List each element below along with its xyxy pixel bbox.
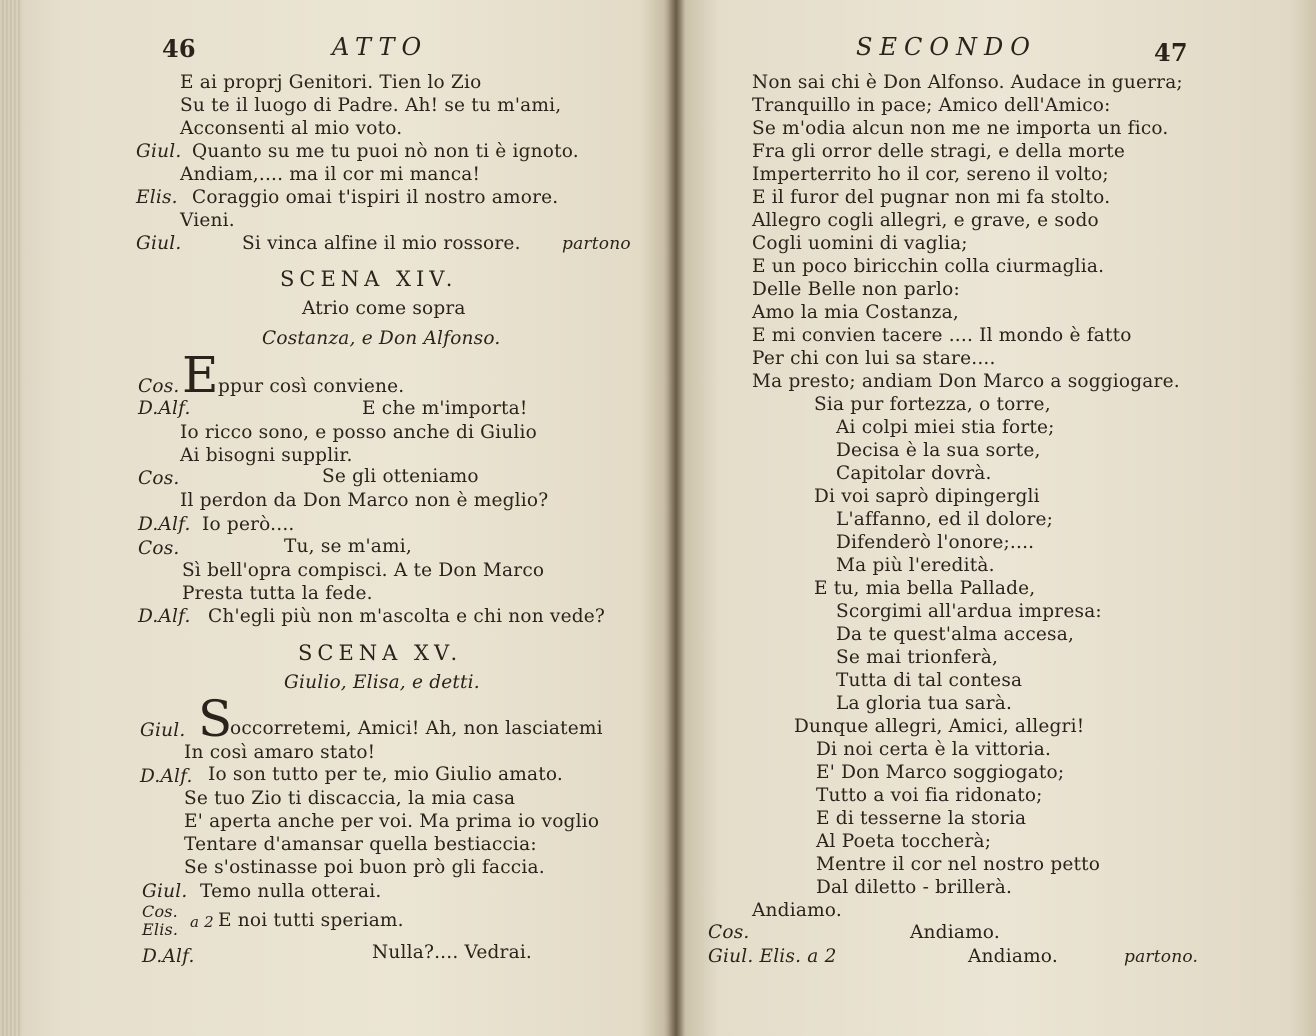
text-line: E' aperta anche per voi. Ma prima io voglio — [184, 811, 600, 832]
drop-cap: S — [198, 690, 233, 748]
text-line: Al Poeta toccherà; — [816, 831, 992, 852]
text-line: Per chi con lui sa stare.... — [752, 348, 996, 369]
text-line: Io ricco sono, e posso anche di Giulio — [180, 422, 537, 443]
text-line: Decisa è la sua sorte, — [836, 440, 1041, 461]
speaker-label: D.Alf. — [138, 606, 191, 627]
text-line: Andiamo. — [752, 900, 842, 921]
speaker-label: Cos. — [138, 538, 180, 559]
text-line: Nulla?.... Vedrai. — [372, 942, 533, 963]
text-line: E che m'importa! — [362, 398, 528, 419]
text-line: Si vinca alfine il mio rossore. — [242, 233, 521, 254]
scene-characters: Giulio, Elisa, e detti. — [284, 672, 480, 693]
text-line: E noi tutti speriam. — [218, 910, 404, 931]
speaker-label: Giul. — [136, 141, 182, 162]
text-line: Delle Belle non parlo: — [752, 279, 960, 300]
speaker-label: D.Alf. — [140, 766, 193, 787]
text-line: E tu, mia bella Pallade, — [814, 578, 1036, 599]
page-edges — [0, 0, 22, 1036]
text-line: Se gli otteniamo — [322, 466, 479, 487]
text-line: Sia pur fortezza, o torre, — [814, 394, 1051, 415]
text-line: ppur così conviene. — [218, 376, 405, 397]
text-line: Tentare d'amansar quella bestiaccia: — [184, 834, 537, 855]
speaker-label: Giul. Elis. a 2 — [708, 946, 837, 967]
text-line: Il perdon da Don Marco non è meglio? — [180, 490, 549, 511]
text-line: E mi convien tacere .... Il mondo è fatto — [752, 325, 1132, 346]
scene-heading: SCENA XIV. — [280, 267, 458, 291]
text-line: Ma più l'eredità. — [836, 555, 995, 576]
text-line: Se m'odia alcun non me ne importa un fico. — [752, 118, 1169, 139]
text-line: Da te quest'alma accesa, — [836, 624, 1075, 645]
book-gutter — [664, 0, 686, 1036]
text-line: Capitolar dovrà. — [836, 463, 992, 484]
text-line: Acconsenti al mio voto. — [180, 118, 403, 139]
text-line: Di noi certa è la vittoria. — [816, 739, 1052, 760]
scene-heading: SCENA XV. — [298, 641, 463, 665]
text-line: Scorgimi all'ardua impresa: — [836, 601, 1102, 622]
text-line: Dunque allegri, Amici, allegri! — [794, 716, 1085, 737]
text-line: Vieni. — [180, 210, 235, 231]
text-line: E un poco biricchin colla ciurmaglia. — [752, 256, 1105, 277]
speaker-label: D.Alf. — [142, 946, 195, 967]
right-page — [688, 0, 1308, 1036]
text-line: Tutto a voi fia ridonato; — [816, 785, 1043, 806]
speaker-label: D.Alf. — [138, 398, 191, 419]
text-line: Andiamo. — [910, 922, 1000, 943]
text-line: Amo la mia Costanza, — [752, 302, 959, 323]
stage-direction: partono. — [1124, 947, 1199, 967]
running-head: ATTO — [332, 33, 429, 61]
text-line: Di voi saprò dipingergli — [814, 486, 1040, 507]
speaker-label: Giul. — [142, 881, 188, 902]
text-line: Ai colpi miei stia forte; — [836, 417, 1055, 438]
scene-setting: Atrio come sopra — [302, 298, 466, 319]
text-line: Dal diletto - brillerà. — [816, 877, 1013, 898]
speaker-label: Elis. — [136, 187, 178, 208]
text-line: La gloria tua sarà. — [836, 693, 1013, 714]
text-line: Andiamo. — [968, 946, 1058, 967]
speaker-label: D.Alf. — [138, 514, 191, 535]
text-line: L'affanno, ed il dolore; — [836, 509, 1054, 530]
speaker-label: Giul. — [136, 233, 182, 254]
text-line: Difenderò l'onore;.... — [836, 532, 1035, 553]
text-line: Ma presto; andiam Don Marco a soggiogare. — [752, 371, 1180, 392]
page-number: 47 — [1154, 38, 1188, 67]
text-line: Se tuo Zio ti discaccia, la mia casa — [184, 788, 516, 809]
text-line: Se s'ostinasse poi buon prò gli faccia. — [184, 857, 545, 878]
text-line: Mentre il cor nel nostro petto — [816, 854, 1101, 875]
text-line: Ai bisogni supplir. — [180, 445, 353, 466]
text-line: Andiam,.... ma il cor mi manca! — [180, 164, 481, 185]
speaker-label: Giul. — [140, 720, 186, 741]
text-line: E ai proprj Genitori. Tien lo Zio — [180, 72, 482, 93]
speaker-label: Cos. — [708, 922, 750, 943]
text-line: Temo nulla otterai. — [200, 881, 382, 902]
text-line: Imperterrito ho il cor, sereno il volto; — [752, 164, 1109, 185]
text-line: Cogli uomini di vaglia; — [752, 233, 968, 254]
text-line: Tu, se m'ami, — [284, 536, 412, 557]
speaker-label: Cos. — [142, 902, 178, 921]
text-line: Sì bell'opra compisci. A te Don Marco — [182, 560, 545, 581]
text-line: In così amaro stato! — [184, 742, 376, 763]
speaker-label: Elis. — [142, 920, 179, 939]
text-line: Su te il luogo di Padre. Ah! se tu m'ami, — [180, 95, 562, 116]
text-line: Tutta di tal contesa — [836, 670, 1023, 691]
page-number: 46 — [162, 34, 196, 63]
running-head: SECONDO — [856, 33, 1037, 61]
text-line: Tranquillo in pace; Amico dell'Amico: — [752, 95, 1111, 116]
speaker-label: Cos. — [138, 468, 180, 489]
stage-direction: partono — [562, 234, 631, 254]
text-line: Io son tutto per te, mio Giulio amato. — [208, 764, 563, 785]
text-line: occorretemi, Amici! Ah, non lasciatemi — [230, 718, 603, 739]
text-line: Ch'egli più non m'ascolta e chi non vede? — [208, 606, 606, 627]
text-line: Fra gli orror delle stragi, e della morte — [752, 141, 1126, 162]
text-line: Allegro cogli allegri, e grave, e sodo — [752, 210, 1099, 231]
left-page — [22, 0, 662, 1036]
text-line: E il furor del pugnar non mi fa stolto. — [752, 187, 1111, 208]
duet-marker: a 2 — [190, 913, 214, 931]
speaker-label: Cos. — [138, 376, 180, 397]
text-line: Presta tutta la fede. — [182, 583, 373, 604]
text-line: Se mai trionferà, — [836, 647, 999, 668]
text-line: Io però.... — [202, 514, 295, 535]
drop-cap: E — [182, 346, 219, 404]
text-line: Quanto su me tu puoi nò non ti è ignoto. — [192, 141, 579, 162]
text-line: Non sai chi è Don Alfonso. Audace in guerra; — [752, 72, 1183, 93]
text-line: Coraggio omai t'ispiri il nostro amore. — [192, 187, 559, 208]
text-line: E' Don Marco soggiogato; — [816, 762, 1065, 783]
scene-characters: Costanza, e Don Alfonso. — [262, 328, 501, 349]
text-line: E di tesserne la storia — [816, 808, 1027, 829]
